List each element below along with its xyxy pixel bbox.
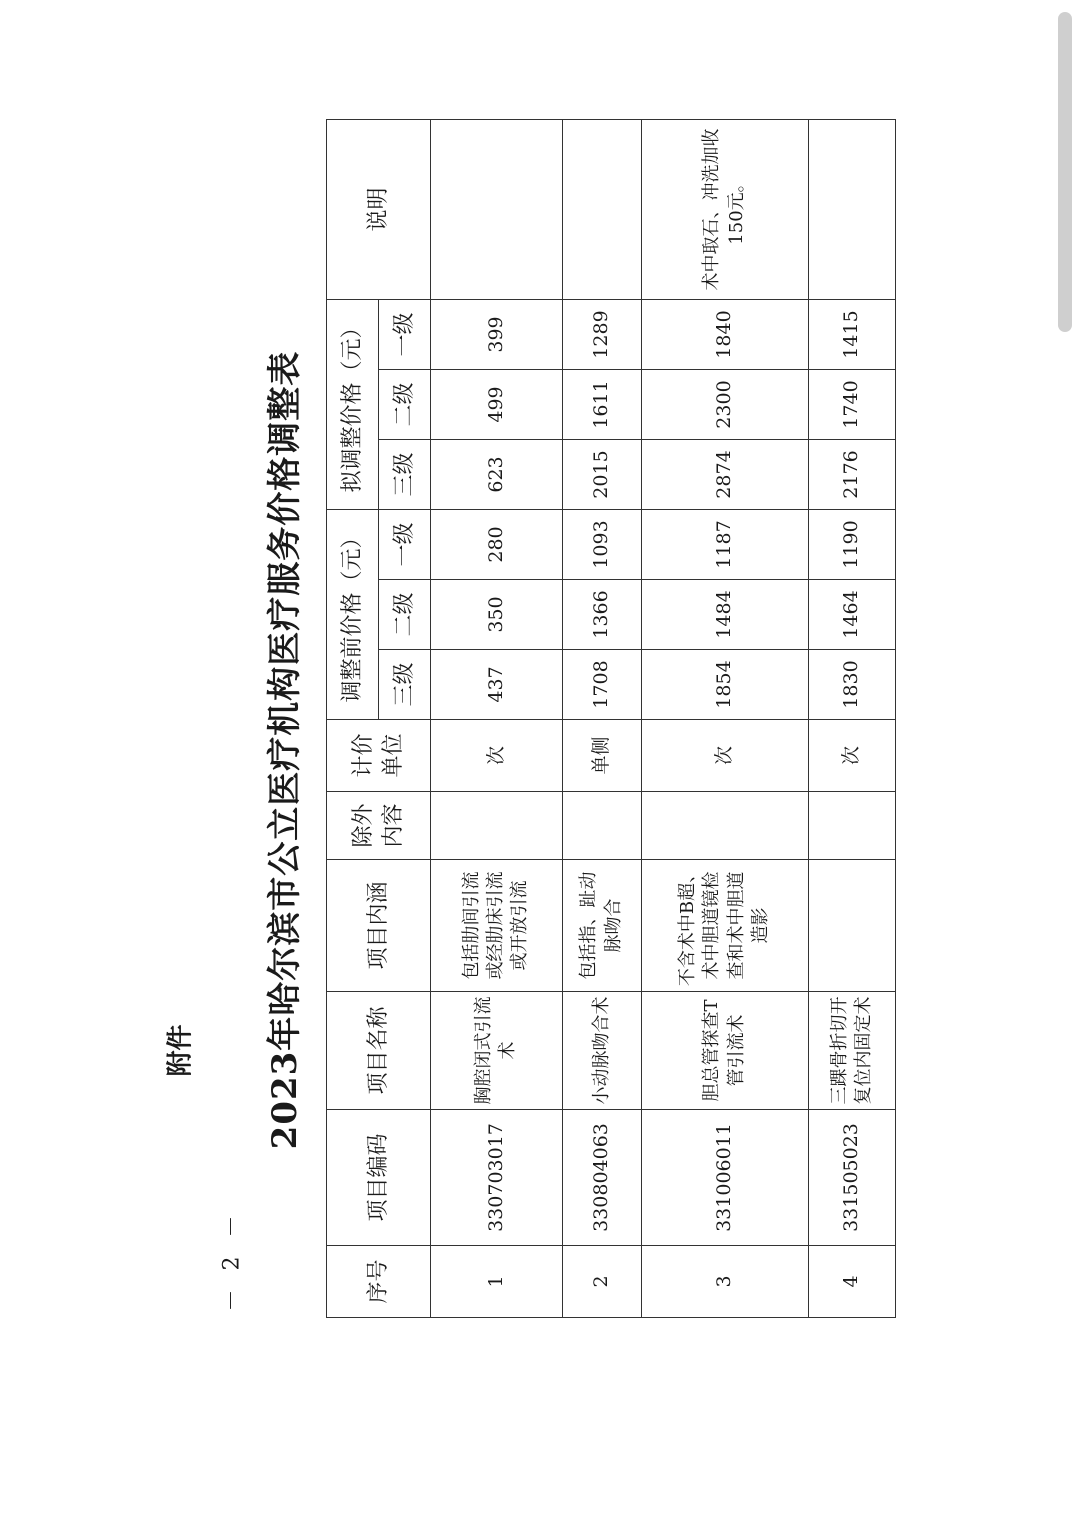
header-after-price: 拟调整价格（元）: [327, 300, 379, 510]
cell-after-level1: 1840: [641, 300, 808, 370]
cell-name: 胆总管探查T管引流术: [641, 992, 808, 1110]
header-content: 项目内涵: [327, 860, 431, 992]
cell-name: 胸腔闭式引流术: [431, 992, 563, 1110]
header-unit: 计价单位: [327, 720, 431, 792]
cell-after-level2: 499: [431, 370, 563, 440]
cell-seq: 3: [641, 1246, 808, 1318]
cell-after-level2: 1611: [562, 370, 641, 440]
cell-note: [431, 120, 563, 300]
cell-code: 330804063: [562, 1110, 641, 1246]
cell-unit: 单侧: [562, 720, 641, 792]
cell-after-level3: 623: [431, 440, 563, 510]
header-before-price: 调整前价格（元）: [327, 510, 379, 720]
cell-content: 不含术中B超、术中胆道镜检查和术中胆道造影: [641, 860, 808, 992]
header-after-level3: 三级: [379, 440, 431, 510]
cell-after-level1: 1289: [562, 300, 641, 370]
cell-before-level1: 1190: [808, 510, 895, 580]
cell-code: 331006011: [641, 1110, 808, 1246]
cell-after-level2: 2300: [641, 370, 808, 440]
scrollbar-thumb[interactable]: [1058, 12, 1072, 332]
header-excluded: 除外内容: [327, 792, 431, 860]
header-code: 项目编码: [327, 1110, 431, 1246]
price-adjustment-table: [326, 119, 896, 1318]
header-after-level1: 一级: [379, 300, 431, 370]
cell-excluded: [431, 792, 563, 860]
cell-after-level3: 2176: [808, 440, 895, 510]
cell-after-level2: 1740: [808, 370, 895, 440]
table-row: [431, 120, 563, 1318]
cell-code: 330703017: [431, 1110, 563, 1246]
cell-before-level3: 1708: [562, 650, 641, 720]
header-before-level2: 二级: [379, 580, 431, 650]
cell-before-level1: 1093: [562, 510, 641, 580]
page-number-text: － 2 －: [219, 1209, 245, 1311]
cell-after-level1: 1415: [808, 300, 895, 370]
cell-before-level1: 280: [431, 510, 563, 580]
cell-unit: 次: [641, 720, 808, 792]
cell-after-level3: 2015: [562, 440, 641, 510]
cell-unit: 次: [808, 720, 895, 792]
cell-content: 包括指、趾动脉吻合: [562, 860, 641, 992]
cell-before-level1: 1187: [641, 510, 808, 580]
cell-name: 三踝骨折切开复位内固定术: [808, 992, 895, 1110]
attachment-label: [148, 1010, 208, 1090]
scrollbar[interactable]: [1058, 12, 1072, 342]
header-row-1: [327, 120, 379, 1318]
cell-content: 包括肋间引流或经肋床引流或开放引流: [431, 860, 563, 992]
cell-code: 331505023: [808, 1110, 895, 1246]
cell-seq: 4: [808, 1246, 895, 1318]
cell-seq: 2: [562, 1246, 641, 1318]
header-after-level2: 二级: [379, 370, 431, 440]
rotated-document-page: [250, 128, 910, 1340]
header-seq: 序号: [327, 1246, 431, 1318]
cell-seq: 1: [431, 1246, 563, 1318]
cell-note: 术中取石、冲洗加收150元。: [641, 120, 808, 300]
cell-before-level2: 1366: [562, 580, 641, 650]
cell-note: [562, 120, 641, 300]
cell-excluded: [808, 792, 895, 860]
cell-before-level2: 1464: [808, 580, 895, 650]
cell-before-level2: 1484: [641, 580, 808, 650]
cell-after-level1: 399: [431, 300, 563, 370]
cell-content: [808, 860, 895, 992]
header-before-level3: 三级: [379, 650, 431, 720]
cell-before-level3: 1854: [641, 650, 808, 720]
cell-note: [808, 120, 895, 300]
cell-unit: 次: [431, 720, 563, 792]
cell-name: 小动脉吻合术: [562, 992, 641, 1110]
table-row: [562, 120, 641, 1318]
table-row: [808, 120, 895, 1318]
attachment-label-text: 附件: [165, 1023, 196, 1077]
document-title: 2023年哈尔滨市公立医疗机构医疗服务价格调整表: [265, 350, 305, 1150]
header-note: 说明: [327, 120, 431, 300]
cell-excluded: [641, 792, 808, 860]
cell-after-level3: 2874: [641, 440, 808, 510]
header-name: 项目名称: [327, 992, 431, 1110]
cell-excluded: [562, 792, 641, 860]
header-before-level1: 一级: [379, 510, 431, 580]
cell-before-level3: 437: [431, 650, 563, 720]
table-row: [641, 120, 808, 1318]
cell-before-level2: 350: [431, 580, 563, 650]
cell-before-level3: 1830: [808, 650, 895, 720]
